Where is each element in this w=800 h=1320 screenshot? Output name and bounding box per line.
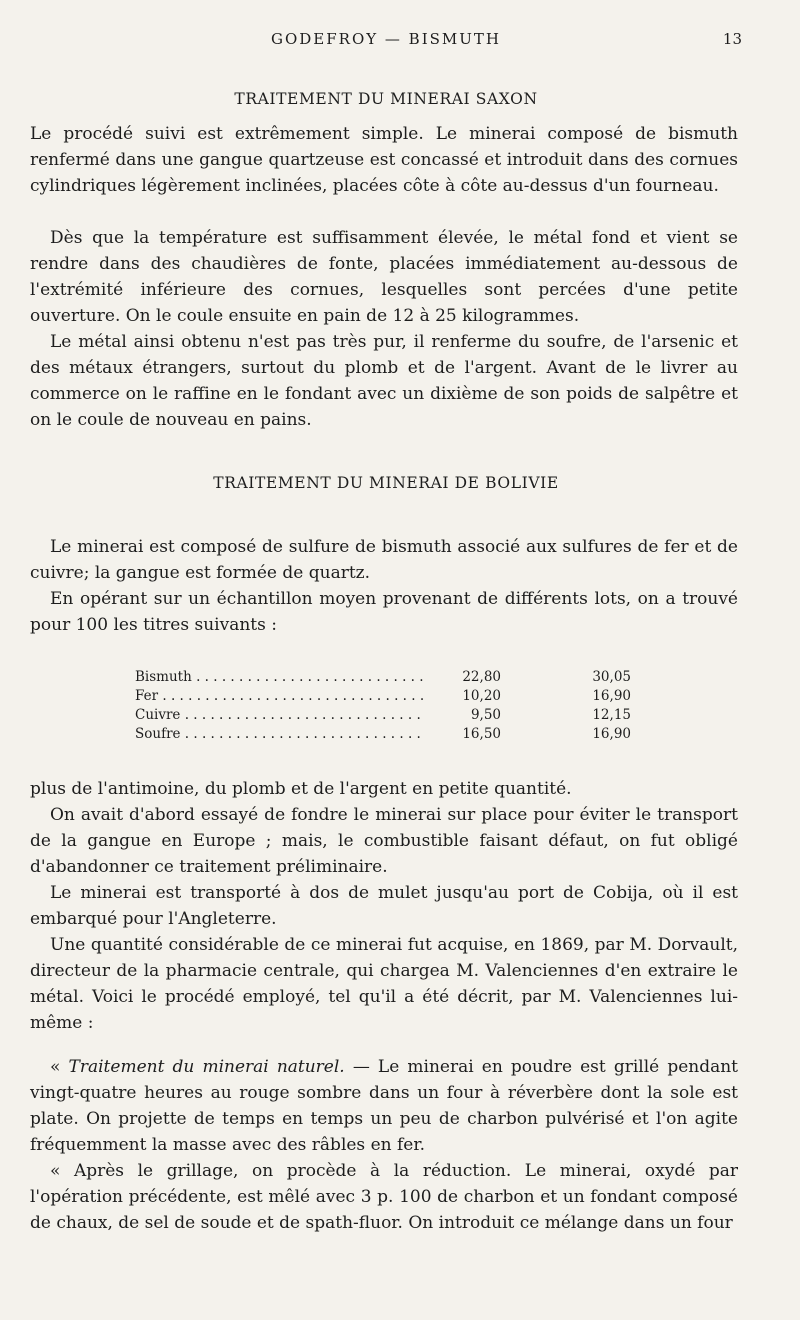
row-label: Bismuth . . . <box>135 668 425 687</box>
table-row <box>135 725 635 744</box>
page-header <box>30 30 742 54</box>
assay-table <box>135 668 635 744</box>
paragraph: Le minerai est transporté à dos de mulet jusqu'au port de Cobija, où il est embarqué pour l'Angleterre. <box>30 883 738 929</box>
row-value-1: 16,50 <box>462 726 501 742</box>
row-value-1: 22,80 <box>462 669 501 685</box>
quote-title: Traitement du minerai naturel. <box>68 1057 345 1077</box>
section-heading-bolivie: TRAITEMENT DU MINERAI DE BOLIVIE <box>213 474 559 492</box>
quote-text: — Le minerai en poudre est grillé pendant vingt-quatre heures au rouge sombre dans un four à réverbère dont la sole est plate. On projette de temps en temps un peu de charbon pulvérisé et l'on agite fréquemment la masse avec des râbles en fer. <box>30 1057 739 1155</box>
row-value-2: 16,90 <box>592 688 631 704</box>
paragraph: En opérant sur un échantillon moyen provenant de différents lots, on a trouvé pour 100 les titres suivants : <box>30 589 738 635</box>
paragraph: Une quantité considérable de ce minerai fut acquise, en 1869, par M. Dorvault, directeur de la pharmacie centrale, qui chargea M. Valenciennes d'en extraire le métal. Voici le procédé employé, tel qu'il a été décrit, par M. Valenciennes lui-même : <box>30 935 738 1033</box>
row-label: Fer . . . <box>135 687 425 706</box>
page-number: 13 <box>722 30 742 48</box>
running-title: GODEFROY — BISMUTH <box>270 30 501 48</box>
row-value-2: 16,90 <box>592 726 631 742</box>
row-label: Cuivre . . . <box>135 706 425 725</box>
row-value-2: 30,05 <box>592 669 631 685</box>
row-value-1: 10,20 <box>462 688 501 704</box>
section-heading-saxon: TRAITEMENT DU MINERAI SAXON <box>234 90 538 108</box>
paragraph: Le minerai est composé de sulfure de bismuth associé aux sulfures de fer et de cuivre; la gangue est formée de quartz. <box>30 537 738 583</box>
quote-open-mark: « <box>50 1057 61 1077</box>
paragraph: Le métal ainsi obtenu n'est pas très pur, il renferme du soufre, de l'arsenic et des métaux étrangers, surtout du plomb et de l'argent. Avant de le livrer au commerce on le raffine en le fondant avec un dixième de son poids de salpêtre et on le coule de nouveau en pains. <box>30 332 738 430</box>
paragraph: On avait d'abord essayé de fondre le minerai sur place pour éviter le transport de la gangue en Europe ; mais, le combustible faisant défaut, on fut obligé d'abandonner ce traitement préliminaire. <box>30 805 738 877</box>
table-row <box>135 687 635 706</box>
row-value-1: 9,50 <box>470 707 501 723</box>
paragraph: Le procédé suivi est extrêmement simple. Le minerai composé de bismuth renfermé dans une gangue quartzeuse est concassé et introduit dans des cornues cylindriques légèrement inclinées, placées côte à côte au-dessus d'un fourneau. <box>30 124 738 196</box>
row-value-2: 12,15 <box>592 707 631 723</box>
row-label: Soufre . . . <box>135 725 425 744</box>
paragraph: plus de l'antimoine, du plomb et de l'argent en petite quantité. <box>30 779 572 799</box>
table-row <box>135 706 635 725</box>
paragraph: Dès que la température est suffisamment élevée, le métal fond et vient se rendre dans des chaudières de fonte, placées immédiatement au-dessous de l'extrémité inférieure des cornues, lesquelles sont percées d'une petite ouverture. On le coule ensuite en pain de 12 à 25 kilogrammes. <box>30 228 738 326</box>
quote-paragraph <box>30 1054 738 1158</box>
table-row <box>135 668 635 687</box>
quote-paragraph: « Après le grillage, on procède à la réduction. Le minerai, oxydé par l'opération précédente, est mêlé avec 3 p. 100 de charbon et un fondant composé de chaux, de sel de soude et de spath-fluor. On introduit ce mélange dans un four <box>30 1161 738 1233</box>
